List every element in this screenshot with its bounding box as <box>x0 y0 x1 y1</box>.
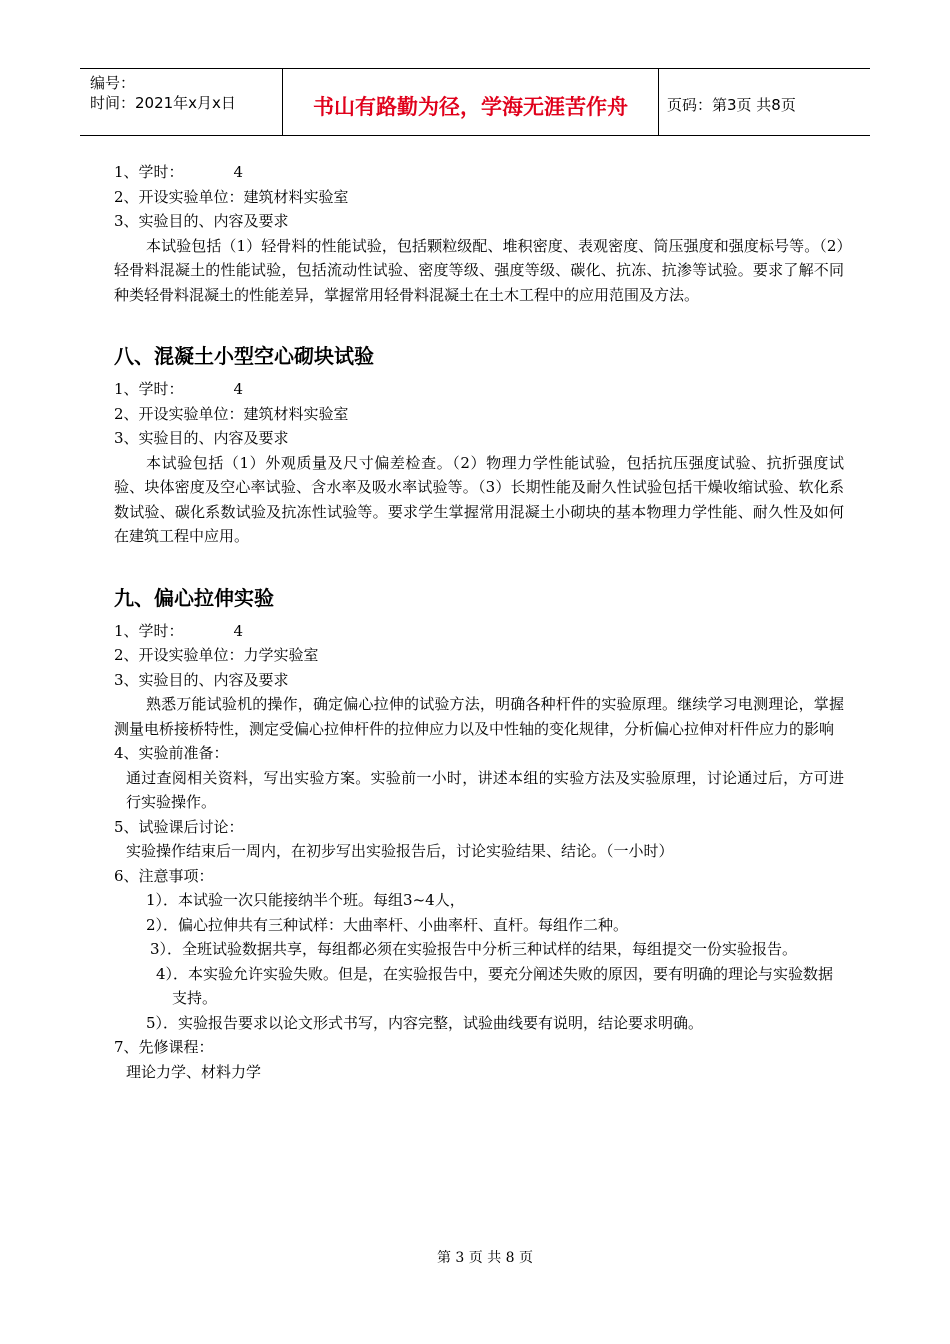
hours-value: 4 <box>233 380 244 398</box>
unit-line: 2、开设实验单位：力学实验室 <box>114 646 319 664</box>
header-left-cell <box>80 69 282 135</box>
prereq-text: 理论力学、材料力学 <box>126 1062 262 1081</box>
discuss-text: 实验操作结束后一周内，在初步写出实验报告后，讨论实验结果、结论。（一小时） <box>126 842 674 860</box>
page-number-label: 页码：第3页 共8页 <box>667 95 796 114</box>
prep-label: 4、实验前准备： <box>114 744 229 762</box>
note-item: 2）．偏心拉伸共有三种试样：大曲率杆、小曲率杆、直杆。每组作二种。 <box>146 915 629 934</box>
note-item: 5）．实验报告要求以论文形式书写，内容完整，试验曲线要有说明，结论要求明确。 <box>146 1013 704 1032</box>
motto-text: 书山有路勤为径，学海无涯苦作舟 <box>313 95 628 119</box>
prep-paragraph: 通过查阅相关资料，写出实验方案。实验前一小时，讲述本组的实验方法及实验原理，讨论通过后，方可进行实验操作。 <box>126 768 844 811</box>
goal-label: 3、实验目的、内容及要求 <box>114 212 289 230</box>
goal-label: 3、实验目的、内容及要求 <box>114 429 289 447</box>
discuss-label: 5、试验课后讨论： <box>114 817 244 836</box>
unit-line: 2、开设实验单位：建筑材料实验室 <box>114 404 349 423</box>
goal-label: 3、实验目的、内容及要求 <box>114 670 289 689</box>
hours-line: 1、学时： 4 <box>114 619 844 644</box>
page-header <box>80 68 870 136</box>
section-9 <box>114 583 844 1085</box>
section-8 <box>114 341 844 549</box>
document-body <box>114 160 844 1084</box>
goal-paragraph: 熟悉万能试验机的操作，确定偏心拉伸的试验方法，明确各种杆件的实验原理。继续学习电测理论，掌握测量电桥接桥特性，测定受偏心拉伸杆件的拉伸应力以及中性轴的变化规律，分析偏心拉伸对杆件应力的影响 <box>114 695 844 738</box>
hours-value: 4 <box>233 621 244 640</box>
note-item: 4）．本实验允许实验失败。但是，在实验报告中，要充分阐述失败的原因，要有明确的理论与实验数据支持。 <box>156 964 834 1007</box>
prereq-label: 7、先修课程： <box>114 1038 214 1056</box>
number-label: 编号： <box>90 74 136 92</box>
goal-paragraph: 本试验包括（1）轻骨料的性能试验，包括颗粒级配、堆积密度、表观密度、筒压强度和强度标号等。（2）轻骨料混凝土的性能试验，包括流动性试验、密度等级、强度等级、碳化、抗冻、抗渗等试验。要求了解不同种类轻骨料混凝土的性能差异，掌握常用轻骨料混凝土在土木工程中的应用范围及方法。 <box>114 236 844 304</box>
unit-line: 2、开设实验单位：建筑材料实验室 <box>114 187 349 206</box>
header-page-cell <box>659 69 870 135</box>
page-footer: 第 3 页 共 8 页 <box>436 1250 534 1266</box>
intro-block <box>114 160 844 307</box>
hours-value: 4 <box>233 163 244 181</box>
goal-paragraph: 本试验包括（1）外观质量及尺寸偏差检查。（2）物理力学性能试验，包括抗压强度试验、抗折强度试验、块体密度及空心率试验、含水率及吸水率试验等。（3）长期性能及耐久性试验包括干燥收缩试验、软化系数试验、碳化系数试验及抗冻性试验等。要求学生掌握常用混凝土小砌块的基本物理力学性能、耐久性及如何在建筑工程中应用。 <box>114 453 844 545</box>
section-title: 九、偏心拉伸实验 <box>114 585 274 610</box>
hours-line: 1、学时： 4 <box>114 160 844 185</box>
notes-label: 6、注意事项： <box>114 866 214 885</box>
section-title: 八、混凝土小型空心砌块试验 <box>114 344 374 368</box>
time-label: 时间：2021年x月x日 <box>90 94 236 112</box>
hours-line: 1、学时： 4 <box>114 377 844 402</box>
note-item: 3）．全班试验数据共享，每组都必须在实验报告中分析三种试样的结果，每组提交一份实验报告。 <box>150 940 798 958</box>
note-item: 1）．本试验一次只能接纳半个班。每组3~4人， <box>146 891 465 909</box>
header-motto-cell <box>282 69 659 135</box>
